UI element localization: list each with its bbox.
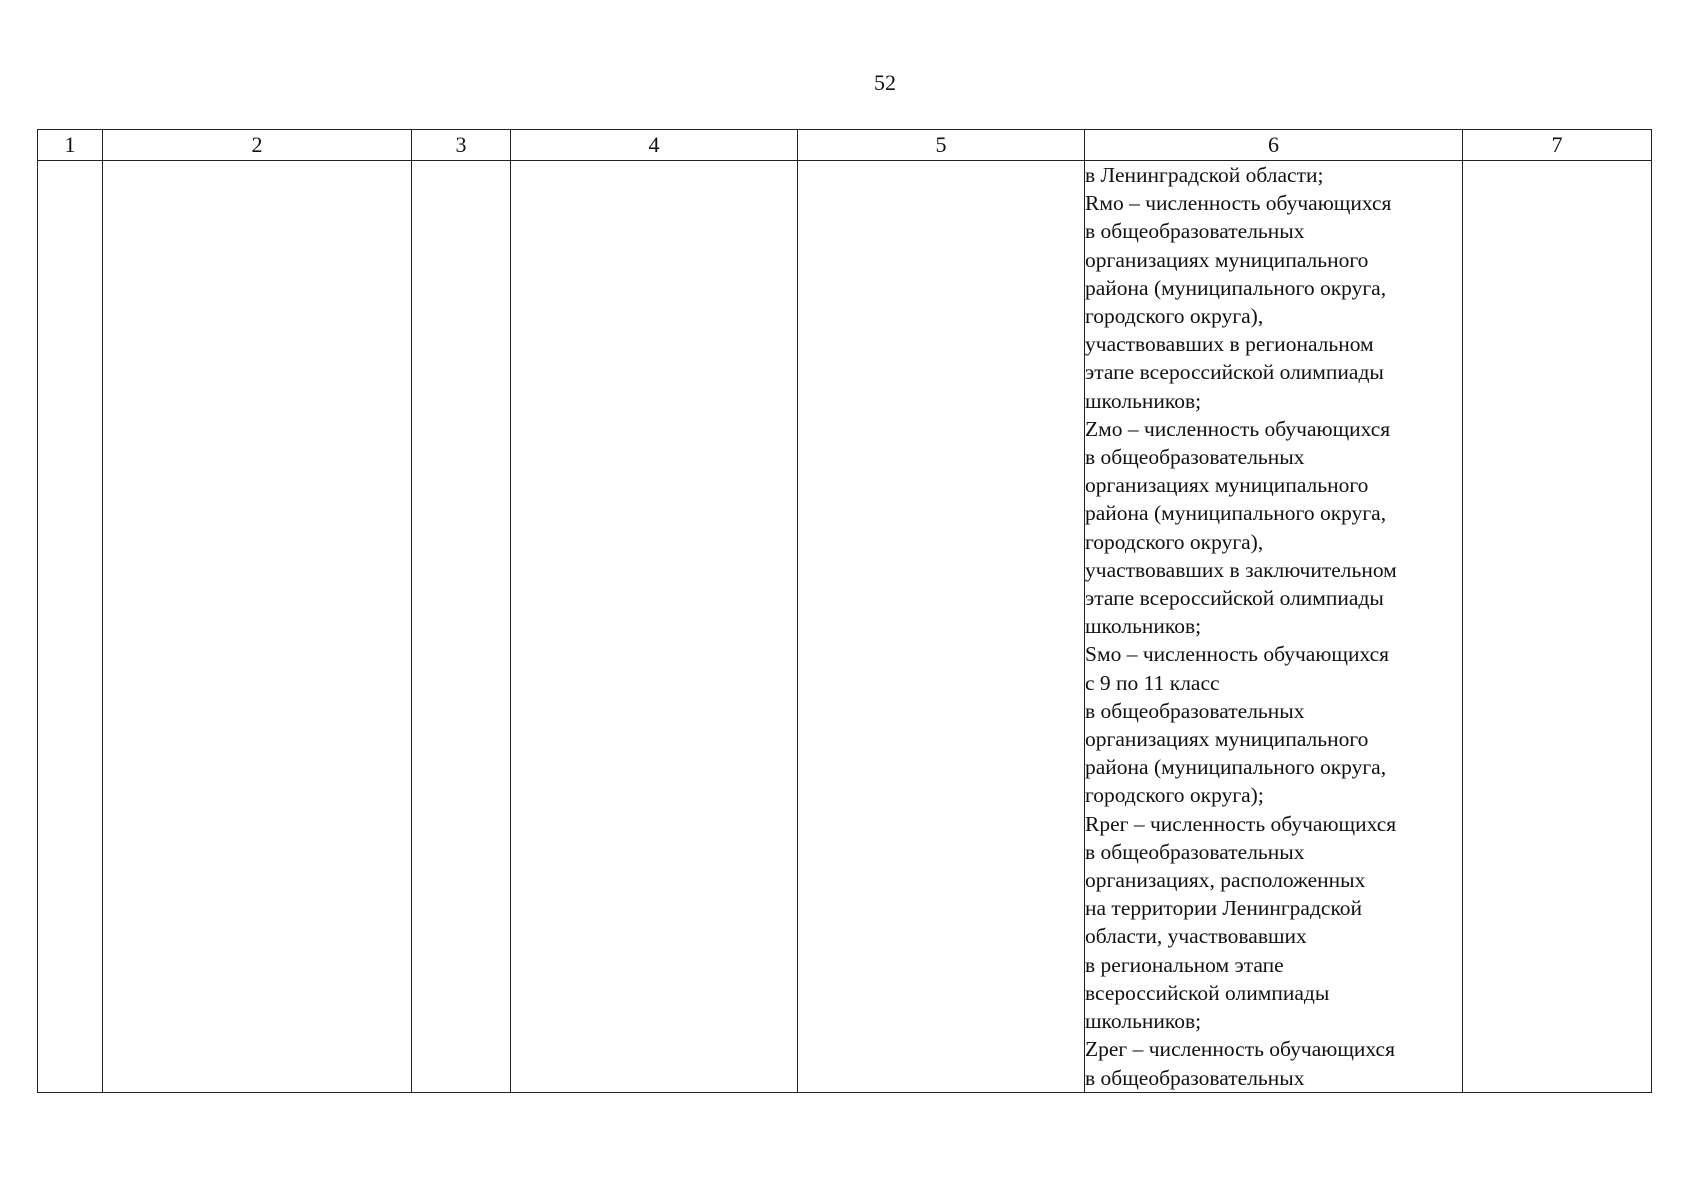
col6-line: участвовавших в региональном (1085, 332, 1374, 357)
col6-line: городского округа), (1085, 304, 1264, 329)
col6-line: организациях муниципального (1085, 247, 1369, 272)
col6-line: этапе всероссийской олимпиады (1085, 360, 1384, 385)
cell-col-6 (1085, 161, 1463, 1093)
col6-line: в Ленинградской области; (1085, 163, 1324, 187)
cell-col-7 (1463, 161, 1652, 1093)
col6-line: в общеобразовательных (1085, 839, 1305, 864)
column-header-3: 3 (412, 130, 511, 161)
col6-line: на территории Ленинградской (1085, 896, 1363, 921)
cell-col-4 (511, 161, 798, 1093)
cell-col-3 (412, 161, 511, 1093)
col6-line: Rрег – численность обучающихся (1085, 811, 1397, 836)
col6-line: Sмо – численность обучающихся (1085, 642, 1390, 667)
col6-line: Zмо – численность обучающихся (1085, 416, 1391, 441)
col6-line: в общеобразовательных (1085, 698, 1305, 723)
col6-line: организациях, расположенных (1085, 868, 1366, 893)
col6-line: школьников; (1085, 388, 1202, 413)
column-header-6: 6 (1085, 130, 1463, 161)
col6-line: школьников; (1085, 614, 1202, 639)
col6-line: в общеобразовательных (1085, 1065, 1305, 1090)
col6-line: Zрег – численность обучающихся (1085, 1037, 1395, 1062)
col6-line: района (муниципального округа, (1085, 501, 1387, 526)
col6-line: этапе всероссийской олимпиады (1085, 586, 1384, 611)
column-header-1: 1 (38, 130, 103, 161)
cell-col-1 (38, 161, 103, 1093)
col6-line: организациях муниципального (1085, 727, 1369, 752)
col6-line: с 9 по 11 класс (1085, 670, 1220, 695)
data-table (37, 129, 1652, 1093)
page-number: 52 (874, 70, 896, 95)
col6-line: городского округа), (1085, 529, 1264, 554)
col6-line: в общеобразовательных (1085, 445, 1305, 470)
column-header-4: 4 (511, 130, 798, 161)
col6-line: района (муниципального округа, (1085, 755, 1387, 780)
col6-line: городского округа); (1085, 783, 1264, 808)
col6-line: в региональном этапе (1085, 952, 1284, 977)
col6-line: области, участвовавших (1085, 924, 1307, 949)
cell-col-5 (798, 161, 1085, 1093)
col6-line: района (муниципального округа, (1085, 275, 1387, 300)
cell-col-2 (103, 161, 412, 1093)
col6-line: школьников; (1085, 1009, 1202, 1034)
col6-line: участвовавших в заключительном (1085, 557, 1397, 582)
table-header-row (38, 130, 1652, 161)
col6-line: организациях муниципального (1085, 473, 1369, 498)
table-row (38, 161, 1652, 1093)
column-header-2: 2 (103, 130, 412, 161)
col6-line: в общеобразовательных (1085, 219, 1305, 244)
column-header-5: 5 (798, 130, 1085, 161)
col6-line: Rмо – численность обучающихся (1085, 191, 1392, 216)
col6-line: всероссийской олимпиады (1085, 980, 1330, 1005)
column-header-7: 7 (1463, 130, 1652, 161)
